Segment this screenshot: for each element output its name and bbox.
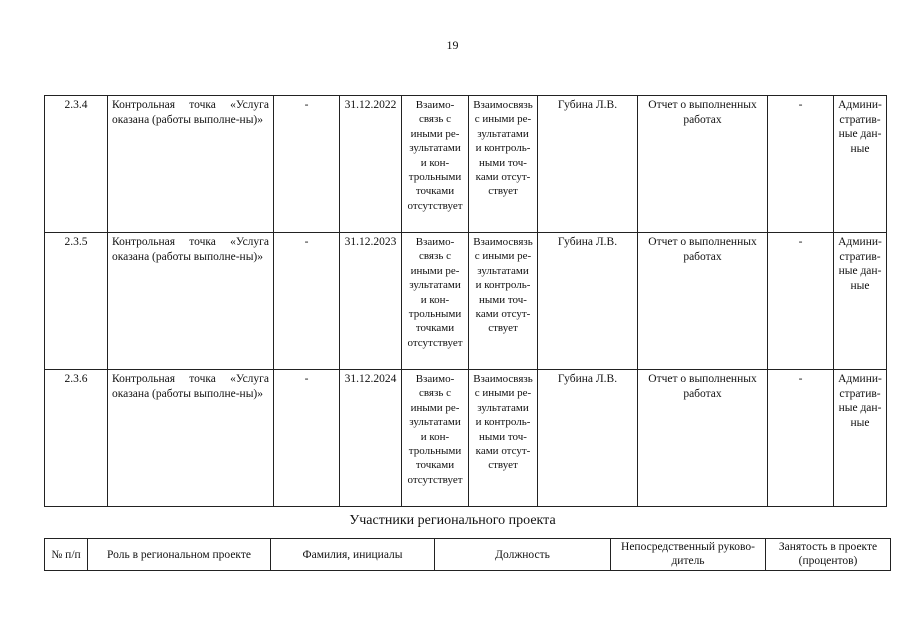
- control-point-name: Контрольная точка «Услуга оказана (работы выполне-ны)»: [108, 370, 274, 507]
- data-source-line: ные дан-: [838, 402, 882, 414]
- relation-results: [402, 233, 469, 370]
- relation-points-line: и контроль-: [475, 142, 531, 155]
- relation-results-line: иными ре-: [410, 127, 460, 140]
- relation-points: [469, 233, 538, 370]
- result-document-line: Отчет о выполненных: [648, 373, 757, 385]
- table-row: [45, 370, 887, 507]
- predecessor: -: [274, 370, 340, 507]
- data-source: [834, 370, 887, 507]
- row-number: 2.3.5: [45, 233, 108, 370]
- relation-results-line: Взаимо-: [415, 236, 455, 248]
- info-system: -: [768, 96, 834, 233]
- result-document: [638, 370, 768, 507]
- result-document-line: работах: [683, 113, 722, 126]
- relation-results-line: иными ре-: [410, 401, 460, 414]
- predecessor: -: [274, 233, 340, 370]
- relation-results-line: и кон-: [420, 430, 450, 443]
- relation-points-line: Взаимосвязь: [473, 99, 533, 111]
- relation-results-line: Взаимо-: [415, 373, 455, 385]
- relation-results-line: зультатами: [409, 142, 461, 155]
- relation-points-line: ками отсут-: [475, 308, 531, 321]
- result-document: [638, 96, 768, 233]
- relation-results-line: и кон-: [420, 293, 450, 306]
- header-num: № п/п: [45, 539, 88, 571]
- relation-results-line: и кон-: [420, 156, 450, 169]
- relation-points-line: ствует: [488, 322, 518, 335]
- relation-points-line: Взаимосвязь: [473, 373, 533, 385]
- relation-results: [402, 96, 469, 233]
- relation-points: [469, 370, 538, 507]
- relation-points-line: ками отсут-: [475, 445, 531, 458]
- relation-results-line: отсутствует: [407, 473, 463, 486]
- predecessor: -: [274, 96, 340, 233]
- row-number: 2.3.4: [45, 96, 108, 233]
- relation-points-line: Взаимосвязь: [473, 236, 533, 248]
- data-source-line: стратив-: [839, 250, 881, 263]
- relation-results-line: точками: [415, 185, 455, 198]
- header-employment: Занятость в проекте (процентов): [766, 539, 891, 571]
- relation-results-line: отсутствует: [407, 199, 463, 212]
- relation-points-line: ными точ-: [479, 430, 527, 443]
- data-source-line: ные дан-: [838, 128, 882, 140]
- relation-points-line: ками отсут-: [475, 171, 531, 184]
- relation-points-line: и контроль-: [475, 416, 531, 429]
- data-source-line: Админи-: [838, 373, 882, 385]
- participants-header-row: [45, 539, 891, 571]
- relation-results-line: связь с: [419, 250, 451, 263]
- control-point-name: Контрольная точка «Услуга оказана (работы выполне-ны)»: [108, 233, 274, 370]
- relation-results-line: точками: [415, 459, 455, 472]
- control-points-table: [44, 95, 887, 507]
- data-source-line: стратив-: [839, 113, 881, 126]
- relation-results-line: Взаимо-: [415, 99, 455, 111]
- row-number: 2.3.6: [45, 370, 108, 507]
- result-document-line: Отчет о выполненных: [648, 236, 757, 248]
- relation-results-line: трольными: [408, 171, 462, 184]
- info-system: -: [768, 370, 834, 507]
- relation-points-line: зультатами: [477, 264, 529, 277]
- header-name: Фамилия, инициалы: [271, 539, 435, 571]
- relation-results: [402, 370, 469, 507]
- data-source: [834, 96, 887, 233]
- result-document-line: Отчет о выполненных: [648, 99, 757, 111]
- info-system: -: [768, 233, 834, 370]
- table-row: [45, 233, 887, 370]
- section-title: Участники регионального проекта: [349, 513, 556, 528]
- result-document: [638, 233, 768, 370]
- relation-results-line: трольными: [408, 445, 462, 458]
- data-source-line: Админи-: [838, 99, 882, 111]
- data-source-line: ные: [850, 142, 870, 155]
- control-point-name: Контрольная точка «Услуга оказана (работы выполне-ны)»: [108, 96, 274, 233]
- relation-points-line: с иными ре-: [474, 113, 532, 126]
- result-document-line: работах: [683, 250, 722, 263]
- responsible: Губина Л.В.: [538, 370, 638, 507]
- relation-results-line: связь с: [419, 387, 451, 400]
- header-role: Роль в региональном проекте: [88, 539, 271, 571]
- data-source-line: ные: [850, 279, 870, 292]
- due-date: 31.12.2023: [340, 233, 402, 370]
- relation-results-line: точками: [415, 322, 455, 335]
- relation-points-line: и контроль-: [475, 279, 531, 292]
- relation-results-line: отсутствует: [407, 336, 463, 349]
- relation-results-line: трольными: [408, 308, 462, 321]
- result-document-line: работах: [683, 387, 722, 400]
- page-number: 19: [446, 38, 459, 52]
- responsible: Губина Л.В.: [538, 233, 638, 370]
- data-source: [834, 233, 887, 370]
- relation-results-line: зультатами: [409, 416, 461, 429]
- relation-points-line: зультатами: [477, 127, 529, 140]
- relation-points-line: с иными ре-: [474, 387, 532, 400]
- header-supervisor: Непосредственный руково-дитель: [611, 539, 766, 571]
- relation-points-line: ными точ-: [479, 156, 527, 169]
- data-source-line: Админи-: [838, 236, 882, 248]
- relation-results-line: зультатами: [409, 279, 461, 292]
- due-date: 31.12.2024: [340, 370, 402, 507]
- data-source-line: стратив-: [839, 387, 881, 400]
- relation-points-line: с иными ре-: [474, 250, 532, 263]
- relation-points-line: зультатами: [477, 401, 529, 414]
- relation-results-line: связь с: [419, 113, 451, 126]
- responsible: Губина Л.В.: [538, 96, 638, 233]
- data-source-line: ные дан-: [838, 265, 882, 277]
- relation-points-line: ствует: [488, 459, 518, 472]
- relation-points: [469, 96, 538, 233]
- due-date: 31.12.2022: [340, 96, 402, 233]
- relation-points-line: ными точ-: [479, 293, 527, 306]
- table-row: [45, 96, 887, 233]
- data-source-line: ные: [850, 416, 870, 429]
- relation-points-line: ствует: [488, 185, 518, 198]
- header-position: Должность: [435, 539, 611, 571]
- relation-results-line: иными ре-: [410, 264, 460, 277]
- participants-table: [44, 538, 891, 571]
